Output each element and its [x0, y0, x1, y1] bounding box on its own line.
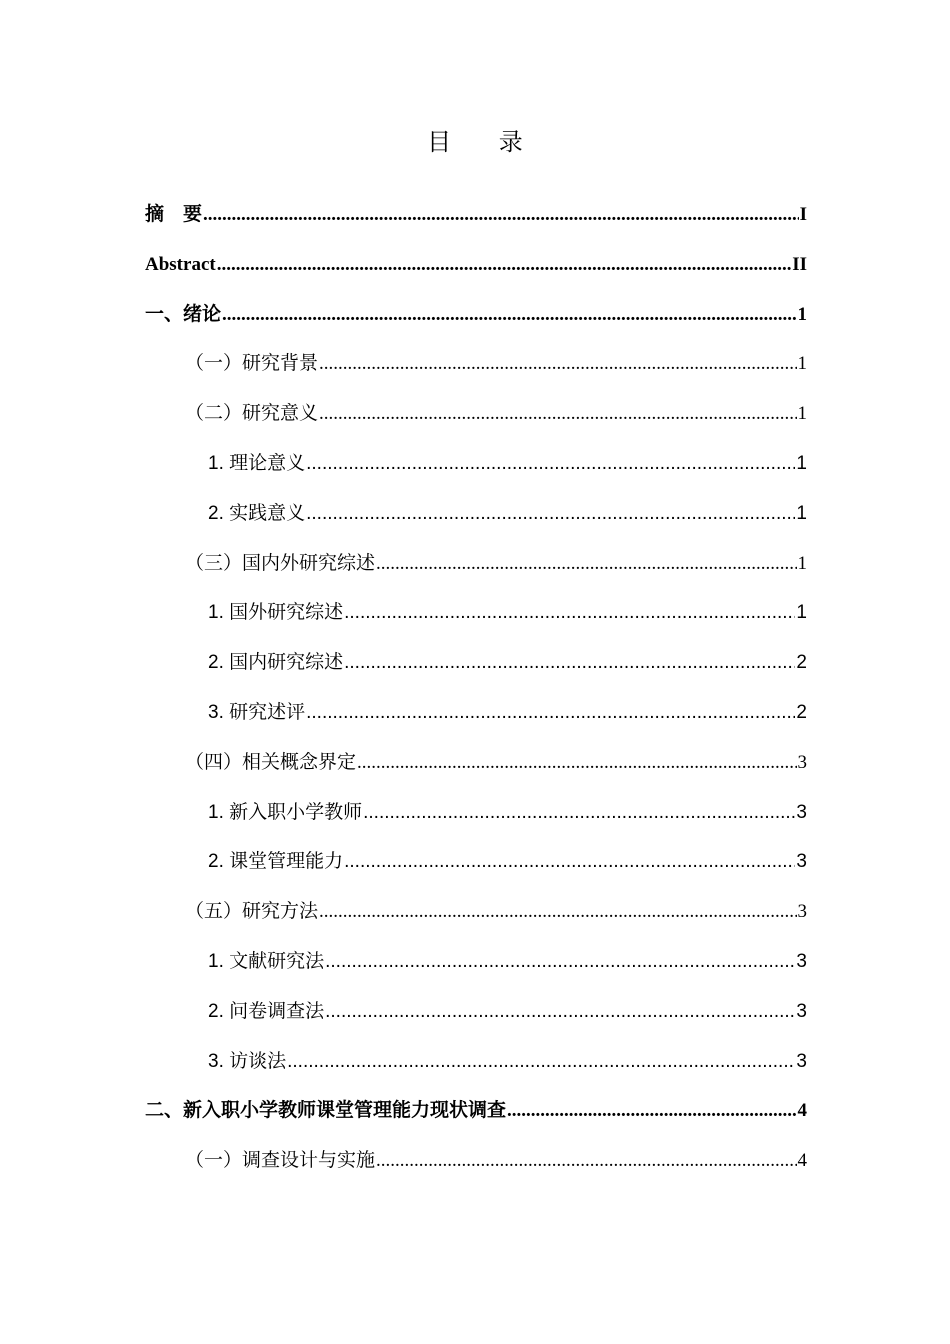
toc-entry-page: I — [799, 204, 807, 225]
dot-leader — [287, 1042, 795, 1082]
dot-leader — [376, 1141, 796, 1181]
toc-entry-label: （四）相关概念界定 — [185, 751, 357, 773]
toc-entry-page: 4 — [797, 1150, 807, 1172]
toc-entry-page: 1 — [797, 552, 807, 574]
toc-entry[interactable] — [145, 195, 807, 245]
toc-entry-label: （五）研究方法 — [185, 901, 319, 923]
toc-entry[interactable] — [145, 1091, 807, 1141]
toc-entry-page: 3 — [797, 901, 807, 923]
toc-entry[interactable] — [145, 743, 807, 793]
toc-entry-label: Abstract — [145, 253, 216, 275]
toc-entry[interactable] — [145, 693, 807, 743]
toc-entry[interactable] — [145, 245, 807, 295]
dot-leader — [507, 1091, 796, 1131]
toc-entry[interactable] — [145, 593, 807, 643]
toc-entry-label: 1. 文献研究法 — [208, 950, 325, 972]
toc-entry-page: II — [792, 253, 807, 275]
dot-leader — [319, 344, 796, 384]
toc-entry[interactable] — [145, 892, 807, 942]
toc-entry-page: 3 — [796, 950, 807, 972]
dot-leader — [306, 494, 795, 534]
toc-entry[interactable] — [145, 544, 807, 594]
toc-entry-page: 3 — [796, 1000, 807, 1022]
toc-entry-page: 2 — [796, 701, 807, 723]
toc-entry-label: 3. 研究述评 — [208, 701, 306, 723]
toc-entry-label: 摘 要 — [145, 204, 203, 225]
toc-entry-page: 4 — [797, 1100, 807, 1122]
toc-entry[interactable] — [145, 295, 807, 345]
toc-entry[interactable] — [145, 842, 807, 892]
toc-entry-label: （二）研究意义 — [185, 403, 319, 425]
toc-entry-page: 3 — [796, 851, 807, 873]
toc-entry-page: 1 — [796, 602, 807, 624]
toc-entry[interactable] — [145, 942, 807, 992]
dot-leader — [222, 295, 796, 335]
toc-entry-label: 1. 理论意义 — [208, 452, 306, 474]
dot-leader — [357, 743, 796, 783]
toc-entry-page: 1 — [797, 303, 807, 325]
toc-entry-page: 1 — [797, 353, 807, 375]
toc-entry-page: 1 — [796, 452, 807, 474]
dot-leader — [319, 892, 796, 932]
toc-entry-page: 3 — [796, 1050, 807, 1072]
toc-entry[interactable] — [145, 1141, 807, 1191]
toc-entry[interactable] — [145, 494, 807, 544]
toc-entry[interactable] — [145, 1042, 807, 1092]
toc-entry-label: （一）研究背景 — [185, 353, 319, 375]
dot-leader — [325, 992, 795, 1032]
dot-leader — [376, 544, 796, 584]
dot-leader — [363, 793, 795, 833]
toc-title: 目 录 — [427, 128, 543, 156]
toc-entry-label: 3. 访谈法 — [208, 1050, 287, 1072]
toc-entry-page: 3 — [796, 801, 807, 823]
toc-entry-label: 2. 实践意义 — [208, 502, 306, 524]
toc-entry-label: （三）国内外研究综述 — [185, 552, 376, 574]
toc-entry-label: 2. 问卷调查法 — [208, 1000, 325, 1022]
table-of-contents — [145, 195, 807, 1191]
dot-leader — [203, 195, 799, 235]
toc-entry-page: 2 — [796, 652, 807, 674]
toc-entry-page: 1 — [796, 502, 807, 524]
dot-leader — [344, 842, 795, 882]
toc-entry[interactable] — [145, 992, 807, 1042]
dot-leader — [319, 394, 796, 434]
dot-leader — [344, 643, 795, 683]
toc-entry-label: 1. 新入职小学教师 — [208, 801, 363, 823]
dot-leader — [306, 444, 795, 484]
toc-entry[interactable] — [145, 394, 807, 444]
toc-entry[interactable] — [145, 793, 807, 843]
toc-entry-label: 二、新入职小学教师课堂管理能力现状调查 — [145, 1100, 507, 1122]
toc-entry-page: 3 — [797, 751, 807, 773]
toc-entry-label: 2. 课堂管理能力 — [208, 851, 344, 873]
toc-entry[interactable] — [145, 344, 807, 394]
dot-leader — [306, 693, 795, 733]
toc-entry-label: 1. 国外研究综述 — [208, 602, 344, 624]
toc-entry-page: 1 — [797, 403, 807, 425]
dot-leader — [344, 593, 795, 633]
toc-entry[interactable] — [145, 643, 807, 693]
dot-leader — [325, 942, 795, 982]
toc-entry-label: （一）调查设计与实施 — [185, 1150, 376, 1172]
toc-entry-label: 一、绪论 — [145, 303, 222, 325]
toc-entry[interactable] — [145, 444, 807, 494]
toc-entry-label: 2. 国内研究综述 — [208, 652, 344, 674]
dot-leader — [217, 245, 792, 285]
